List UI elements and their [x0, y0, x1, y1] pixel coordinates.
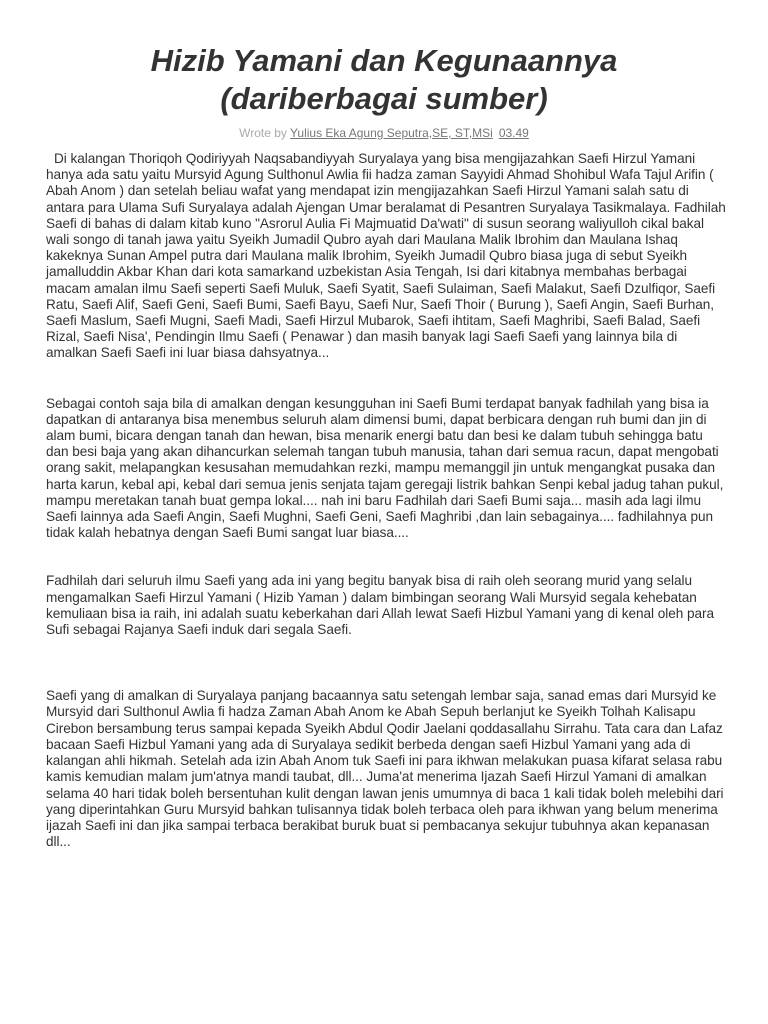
paragraph-4: Saefi yang di amalkan di Suryalaya panjang bacaannya satu setengah lembar saja, sanad emas dari Mursyid ke Mursyid dari Sulthonul Awlia fi hadza Zaman Abah Anom ke Abah Sepuh berlanjut ke Syeikh Tolhah Kalisapu Cirebon bersambung terus sampai kepada Syeikh Abdul Qodir Jaelani qoddasallahu Sirrahu. Tata cara dan Lafaz bacaan Saefi Hizbul Yamani yang ada di Suryalaya sedikit berbeda dengan saefi Hizbul Yamani yang ada di kalangan ahli hikmah. Setelah ada izin Abah Anom tuk Saefi ini para ikhwan melakukan puasa kifarat selasa rabu kamis kemudian malam jum'atnya mandi taubat, dll... Juma'at menerima Ijazah Saefi Hirzul Yamani di amalkan selama 40 hari tidak boleh bersentuhan kulit dengan lawan jenis umumnya di baca 1 kali tidak boleh melebihi dari yang diperintahkan Guru Mursyid bahkan tulisannya tidak boleh terbaca oleh para ikhwan yang belum menerima ijazah Saefi ini dan jika sampai terbaca berakibat buruk buat si pembacanya sekujur tubuhnya akan kepanasan dll... — [46, 688, 724, 850]
post-title-line-2: (dariberbagai sumber) — [220, 81, 548, 116]
post-body — [46, 151, 726, 850]
author-link[interactable]: Yulius Eka Agung Seputra,SE, ST,MSi — [290, 126, 493, 140]
paragraph-2: Sebagai contoh saja bila di amalkan dengan kesungguhan ini Saefi Bumi terdapat banyak fadhilah yang bisa ia dapatkan di antaranya bisa menembus seluruh alam dimensi bumi, dapat berbicara dengan ruh bumi dan jin di alam bumi, bicara dengan tanah dan hewan, bisa menarik energi batu dan besi ke dalam tubuh sehingga batu dan besi baja yang akan dihancurkan selemah tangan tubuh manusia, tahan dari semua racun, dapat mengobati orang sakit, melapangkan kesusahan memudahkan rezki, mampu memanggil jin untuk mengangkat pusaka dan harta karun, kebal api, kebal dari semua jenis senjata tajam geregaji listrik bahkan Senpi kebal jadug tahan pukul, mampu meretakan tanah buat gempa lokal.... nah ini baru Fadhilah dari Saefi Bumi saja... masih ada lagi ilmu Saefi lainnya ada Saefi Angin, Saefi Mughni, Saefi Geni, Saefi Maghribi ,dan lain sebagainya.... fadhilahnya pun tidak kalah hebatnya dengan Saefi Bumi sangat luar biasa.... — [46, 395, 724, 541]
post-title-line-1: Hizib Yamani dan Kegunaannya — [150, 43, 618, 78]
post-byline — [40, 126, 728, 140]
post-title — [40, 42, 728, 118]
paragraph-3: Fadhilah dari seluruh ilmu Saefi yang ada ini yang begitu banyak bisa di raih oleh seorang murid yang selalu mengamalkan Saefi Hirzul Yamani ( Hizib Yaman ) dalam bimbingan seorang Wali Mursyid segala kehebatan kemuliaan bisa ia raih, ini adalah suatu keberkahan dari Allah lewat Saefi Hizbul Yamani yang di kenal oleh para Sufi sebagai Rajanya Saefi induk dari segala Saefi. — [46, 573, 714, 638]
timestamp-link[interactable]: 03.49 — [498, 126, 529, 140]
byline-prefix: Wrote by — [239, 126, 287, 140]
paragraph-1: Di kalangan Thoriqoh Qodiriyyah Naqsabandiyyah Suryalaya yang bisa mengijazahkan Saefi Hirzul Yamani hanya ada satu yaitu Mursyid Agung Sulthonul Awlia fii hadza zaman Sayyidi Ahmad Shohibul Wafa Tajul Arifin ( Abah Anom ) dan setelah beliau wafat yang mendapat izin mengijazahkan Saefi Hirzul Yamani salah satu di antara para Ulama Sufi Suryalaya adalah Ajengan Umar beralamat di Pesantren Suryalaya Tasikmalaya. Fadhilah Saefi di bahas di dalam kitab kuno "Asrorul Aulia Fi Majmuatid Da'wati" di susun seorang waliyulloh cikal bakal wali songo di tanah jawa yaitu Syeikh Jumadil Qubro ayah dari Maulana Malik Ibrohim dan Maulana Ishaq kakeknya Sunan Ampel putra dari Maulana malik Ibrohim, Syeikh Jumadil Qubro biasa juga di sebut Syeikh jamalluddin Akbar Khan dari kota samarkand uzbekistan Asia Tengah, Isi dari kitabnya membahas berbagai macam amalan ilmu Saefi seperti Saefi Muluk, Saefi Syatit, Saefi Sulaiman, Saefi Malakut, Saefi Dzulfiqor, Saefi Ratu, Saefi Alif, Saefi Geni, Saefi Bumi, Saefi Bayu, Saefi Nur, Saefi Thoir ( Burung ), Saefi Angin, Saefi Burhan, Saefi Maslum, Saefi Mugni, Saefi Madi, Saefi Hirzul Mubarok, Saefi ihtitam, Saefi Maghribi, Saefi Balad, Saefi Rizal, Saefi Nisa', Pendingin Ilmu Saefi ( Penawar ) dan masih banyak lagi Saefi Saefi yang lainnya bila di amalkan Saefi Saefi ini luar biasa dahsyatnya... — [46, 151, 726, 361]
